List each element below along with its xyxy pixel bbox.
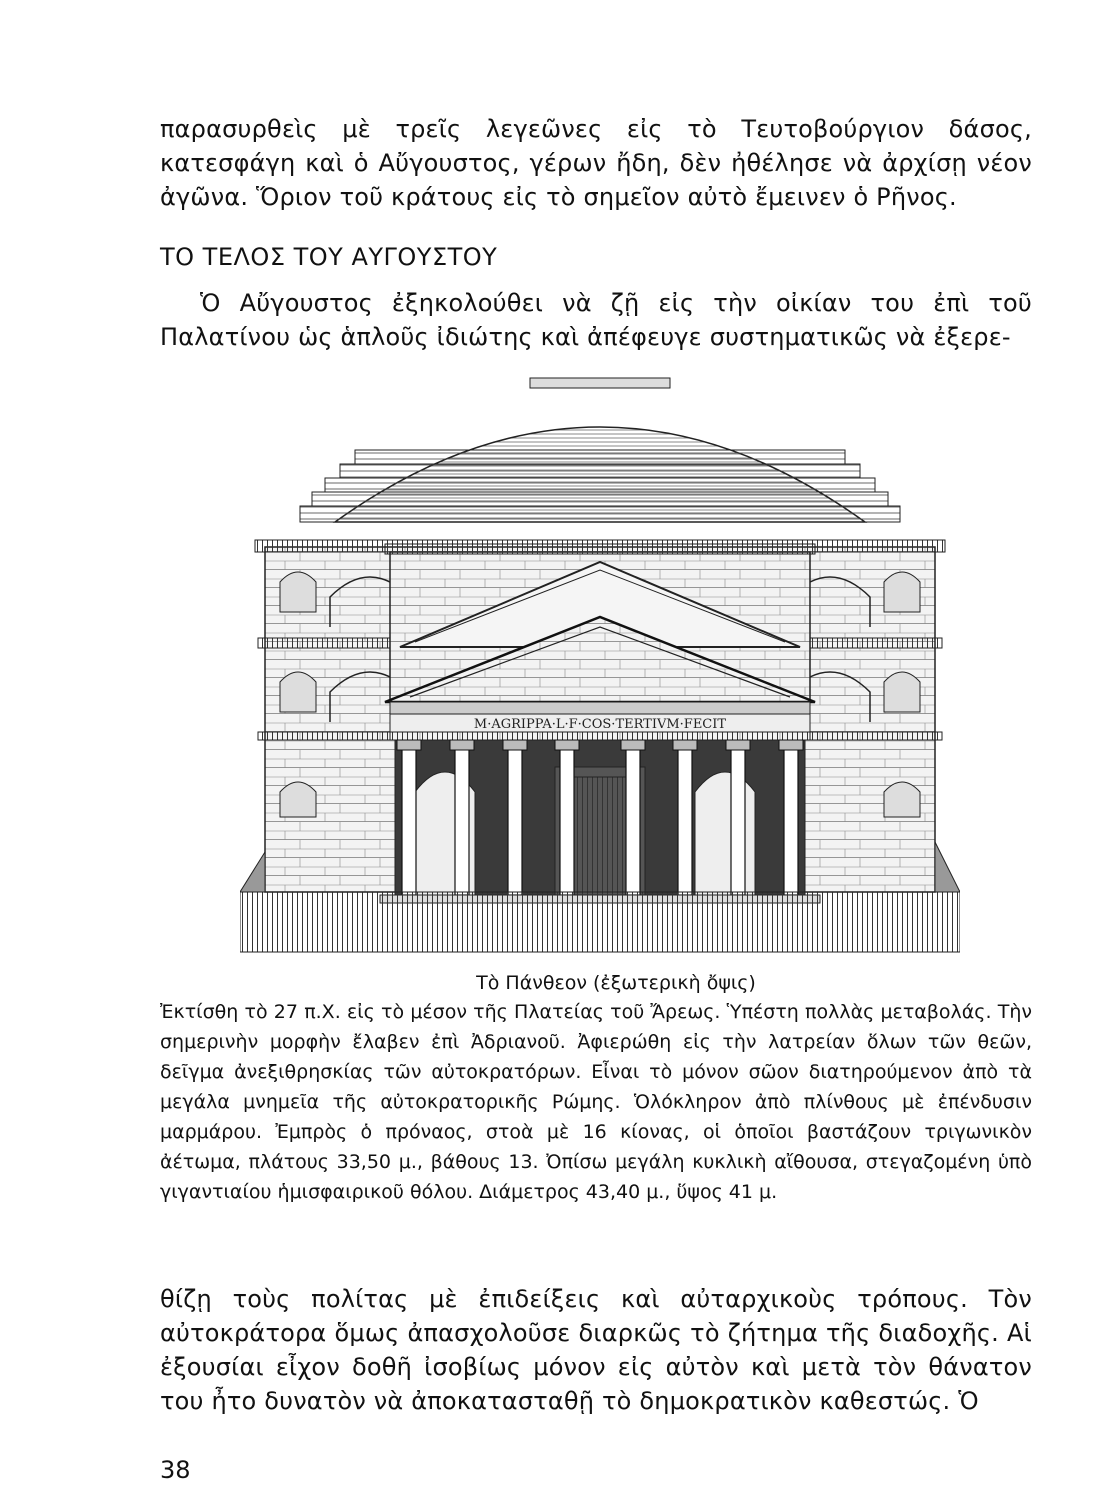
dome (300, 378, 900, 522)
figure-caption-body: Ἐκτίσθη τὸ 27 π.Χ. εἰς τὸ μέσον τῆς Πλατείας τοῦ Ἄρεως. Ὑπέστη πολλὰς μεταβολάς. Τὴν σημερινὴν μορφὴν ἔλαβεν ἐπὶ Ἀδριανοῦ. Ἀφιερώθη εἰς τὴν λατρείαν ὅλων τῶν θεῶν, δεῖγμα ἀνεξιθρησκίας τῶν αὐτοκρατόρων. Εἶναι τὸ μόνον σῶον διατηρούμενον ἀπὸ τὰ μεγάλα μνημεῖα τῆς αὐτοκρατορικῆς Ρώμης. Ὁλόκληρον ἀπὸ πλίνθους μὲ ἐπένδυσιν μαρμάρου. Ἐμπρὸς ὁ πρόναος, στοὰ μὲ 16 κίονας, οἱ ὁποῖοι βαστάζουν τριγωνικὸν ἀέτωμα, πλάτους 33,50 μ., βάθους 13. Ὀπίσω μεγάλη κυκλικὴ αἴθουσα, στεγαζομένη ὑπὸ γιγαντιαίου ἡμισφαιρικοῦ θόλου. Διάμετρος 43,40 μ., ὕψος 41 μ. (160, 1001, 1032, 1203)
top-paragraph: παρασυρθεὶς μὲ τρεῖς λεγεῶνες εἰς τὸ Τευτοβούργιον δάσος, κατεσφάγη καὶ ὁ Αὔγουστος, γέρων ἤδη, δὲν ἠθέλησε νὰ ἀρχίσῃ νέον ἀγῶνα. Ὅριον τοῦ κράτους εἰς τὸ σημεῖον αὐτὸ ἔμεινεν ὁ Ρῆνος. (160, 115, 1032, 211)
figure-caption-title: Τὸ Πάνθεον (ἐξωτερικὴ ὄψις) (476, 972, 756, 994)
second-paragraph: Ὁ Αὔγουστος ἐξηκολούθει νὰ ζῇ εἰς τὴν οἰκίαν του ἐπὶ τοῦ Παλατίνου ὡς ἁπλοῦς ἰδιώτης καὶ ἀπέφευγε συστηματικῶς νὰ ἐξερε- (160, 289, 1032, 351)
second-text-block (160, 286, 1032, 354)
section-heading-block (160, 240, 1032, 274)
section-heading: ΤΟ ΤΕΛΟΣ ΤΟΥ ΑΥΓΟΥΣΤΟΥ (160, 243, 498, 271)
bottom-text-block (160, 1282, 1032, 1418)
bottom-paragraph: θίζῃ τοὺς πολίτας μὲ ἐπιδείξεις καὶ αὐταρχικοὺς τρόπους. Τὸν αὐτοκράτορα ὅμως ἀπασχολοῦσε διαρκῶς τὸ ζήτημα τῆς διαδοχῆς. Αἱ ἐξουσίαι εἶχον δοθῆ ἰσοβίως μόνον εἰς αὐτὸν καὶ μετὰ τὸν θάνατον του ἦτο δυνατὸν νὰ ἀποκατασταθῇ τὸ δημοκρατικὸν καθεστώς. Ὁ (160, 1285, 1032, 1415)
page-number: 38 (160, 1456, 191, 1484)
ground (240, 892, 960, 952)
frieze-inscription: M·AGRIPPA·L·F·COS·TERTIVM·FECIT (473, 717, 727, 732)
top-text-block (160, 112, 1032, 214)
pantheon-drawing (240, 372, 960, 972)
pantheon-illustration (240, 372, 960, 972)
